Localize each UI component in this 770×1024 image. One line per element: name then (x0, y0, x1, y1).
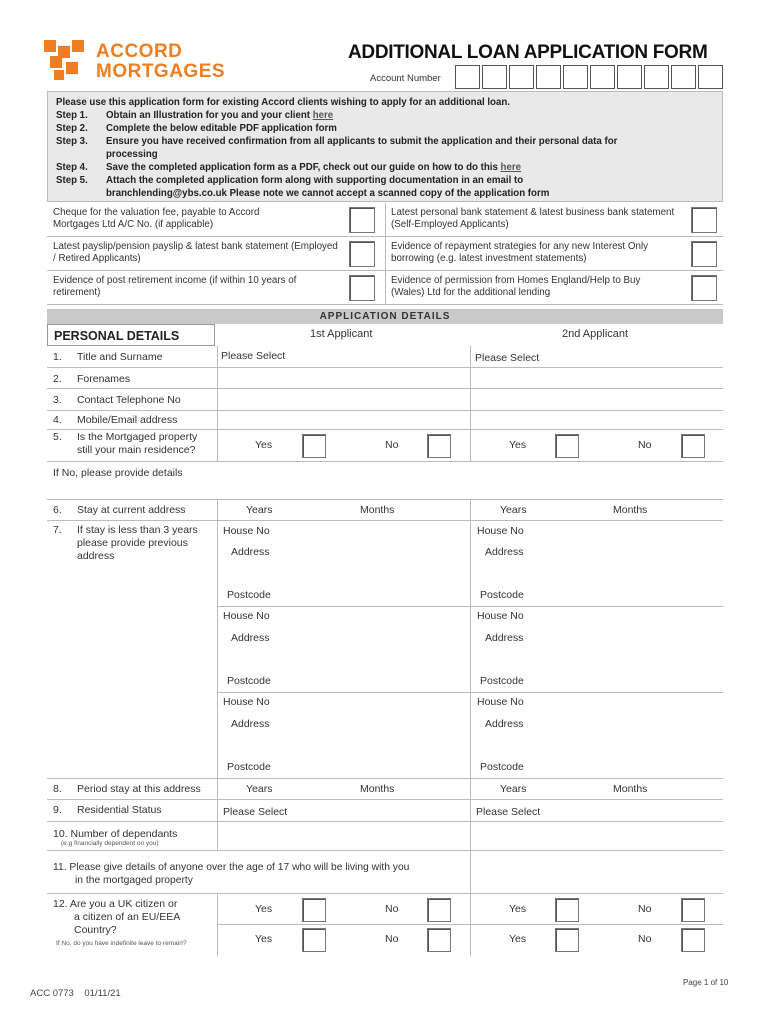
logo-text (96, 42, 225, 82)
account-digit-field[interactable] (617, 65, 642, 89)
step-3-cont: processing (106, 149, 158, 160)
leave-remain-no-checkbox-2[interactable] (681, 928, 705, 952)
house-no-field[interactable]: House No (223, 525, 270, 537)
logo-square-icon (66, 62, 78, 74)
account-digit-field[interactable] (536, 65, 561, 89)
checklist-row (47, 203, 723, 237)
postcode-field[interactable]: Postcode (480, 761, 524, 773)
title-select-1[interactable]: Please Select (221, 350, 286, 362)
section-header: APPLICATION DETAILS (47, 309, 723, 324)
house-no-field[interactable]: House No (477, 610, 524, 622)
residence-yes-checkbox-2[interactable] (555, 434, 579, 458)
account-digit-field[interactable] (671, 65, 696, 89)
period-stay-row: 8. Period stay at this address Years Months Years Months (47, 779, 723, 800)
checklist-item: Evidence of post retirement income (if within 10 years of retirement) (53, 275, 297, 298)
years-field-2[interactable]: Years (500, 504, 527, 516)
checklist-item: Evidence of repayment strategies for any new Interest Only borrowing (e.g. latest investment statements) (391, 241, 649, 264)
address-field[interactable]: Address (231, 718, 270, 730)
postcode-field[interactable]: Postcode (227, 589, 271, 601)
account-digit-field[interactable] (509, 65, 534, 89)
page-number: Page 1 of 10 (683, 978, 729, 987)
guide-link[interactable]: here (500, 162, 522, 173)
checklist-item: Latest personal bank statement & latest business bank statement (Self-Employed Applicants) (391, 207, 675, 230)
divider (385, 237, 386, 270)
leave-remain-yes-checkbox-1[interactable] (302, 928, 326, 952)
account-digit-field[interactable] (455, 65, 480, 89)
checklist-checkbox[interactable] (691, 207, 717, 233)
checklist-checkbox[interactable] (349, 241, 375, 267)
postcode-field[interactable]: Postcode (227, 675, 271, 687)
account-number-boxes (455, 65, 725, 89)
address-field[interactable]: Address (485, 718, 524, 730)
residence-details-row: If No, please provide details (47, 462, 723, 500)
mobile-email-row: 4. Mobile/Email address (47, 411, 723, 430)
uk-citizen-yes-checkbox-2[interactable] (555, 898, 579, 922)
addresses-applicant1 (218, 521, 470, 779)
instructions-intro: Please use this application form for existing Accord clients wishing to apply for an additional loan. (56, 97, 510, 108)
step-5: Step 5. Attach the completed application form along with supporting documentation in an email to (56, 175, 524, 186)
addresses-applicant2 (471, 521, 723, 779)
form-code: ACC 0773 01/11/21 (30, 988, 121, 999)
years-field-2[interactable]: Years (500, 783, 527, 795)
logo-line1: ACCORD (96, 41, 183, 62)
personal-details-grid (47, 346, 723, 956)
step-3: Step 3. Ensure you have received confirmation from all applicants to submit the application and their personal data for (56, 136, 618, 147)
checklist-item: Latest payslip/pension payslip & latest bank statement (Employed / Retired Applicants) (53, 241, 338, 264)
illustration-link[interactable]: here (312, 110, 334, 121)
checklist-checkbox[interactable] (691, 241, 717, 267)
checklist-row (47, 237, 723, 271)
house-no-field[interactable]: House No (477, 696, 524, 708)
personal-details-title: PERSONAL DETAILS (47, 324, 215, 346)
residential-status-row: 9. Residential Status Please Select Please Select (47, 800, 723, 822)
residence-yes-checkbox-1[interactable] (302, 434, 326, 458)
account-digit-field[interactable] (590, 65, 615, 89)
checklist-checkbox[interactable] (691, 275, 717, 301)
divider (385, 271, 386, 304)
stay-current-row: 6. Stay at current address Years Months Years Months (47, 500, 723, 521)
checklist-item: Cheque for the valuation fee, payable to Accord Mortgages Ltd A/C No. (if applicable) (53, 207, 260, 230)
address-field[interactable]: Address (231, 546, 270, 558)
instructions-box (47, 91, 723, 202)
account-digit-field[interactable] (563, 65, 588, 89)
previous-address-row: 7. If stay is less than 3 years please provide previous address House No Address Postcode House No Address Postcode House No Address Postcode House No Address Postcode House No Address Postcode House No Address Postcode (47, 521, 723, 779)
logo-square-icon (54, 70, 64, 80)
citizenship-row: 12. Are you a UK citizen or a citizen of an EU/EEA Country? If No, do you have indefinite leave to remain? Yes No Yes No Yes No Yes No (47, 894, 723, 956)
form-title: ADDITIONAL LOAN APPLICATION FORM (348, 42, 708, 63)
step-1: Step 1. Obtain an Illustration for you and your client here (56, 110, 334, 121)
document-checklist (47, 203, 723, 305)
main-residence-row: 5. Is the Mortgaged property still your main residence? Yes No Yes No (47, 430, 723, 462)
step-2: Step 2. Complete the below editable PDF application form (56, 123, 337, 134)
checklist-checkbox[interactable] (349, 275, 375, 301)
logo-square-icon (72, 40, 84, 52)
title-surname-row: 1. Title and Surname Please Select Please Select (47, 346, 723, 368)
account-digit-field[interactable] (482, 65, 507, 89)
leave-remain-no-checkbox-1[interactable] (427, 928, 451, 952)
forenames-row: 2. Forenames (47, 368, 723, 389)
postcode-field[interactable]: Postcode (480, 675, 524, 687)
postcode-field[interactable]: Postcode (227, 761, 271, 773)
occupants-row: 11. Please give details of anyone over the age of 17 who will be living with you in the mortgaged property (47, 851, 723, 894)
years-field-1[interactable]: Years (246, 783, 273, 795)
logo-line2: MORTGAGES (96, 61, 226, 82)
applicant2-header: 2nd Applicant (562, 328, 629, 340)
residential-status-select-1[interactable]: Please Select (223, 806, 288, 818)
step-5-cont: branchlending@ybs.co.uk Please note we cannot accept a scanned copy of the application form (106, 188, 550, 199)
house-no-field[interactable]: House No (477, 525, 524, 537)
uk-citizen-no-checkbox-1[interactable] (427, 898, 451, 922)
checklist-checkbox[interactable] (349, 207, 375, 233)
accord-logo (44, 40, 244, 84)
postcode-field[interactable]: Postcode (480, 589, 524, 601)
months-field-2[interactable]: Months (613, 783, 648, 795)
account-digit-field[interactable] (698, 65, 723, 89)
uk-citizen-no-checkbox-2[interactable] (681, 898, 705, 922)
logo-square-icon (50, 56, 62, 68)
checklist-row (47, 271, 723, 305)
months-field-2[interactable]: Months (613, 504, 648, 516)
residential-status-select-2[interactable]: Please Select (476, 806, 541, 818)
uk-citizen-yes-checkbox-1[interactable] (302, 898, 326, 922)
account-number-label: Account Number (370, 73, 441, 84)
address-field[interactable]: Address (485, 546, 524, 558)
account-digit-field[interactable] (644, 65, 669, 89)
address-field[interactable]: Address (231, 632, 270, 644)
residence-no-checkbox-2[interactable] (681, 434, 705, 458)
step-4: Step 4. Save the completed application form as a PDF, check out our guide on how to do this here (56, 162, 522, 173)
telephone-row: 3. Contact Telephone No (47, 389, 723, 411)
house-no-field[interactable]: House No (223, 610, 270, 622)
house-no-field[interactable]: House No (223, 696, 270, 708)
title-select-2[interactable]: Please Select (475, 352, 540, 364)
months-field-1[interactable]: Months (360, 504, 395, 516)
months-field-1[interactable]: Months (360, 783, 395, 795)
address-field[interactable]: Address (485, 632, 524, 644)
dependants-row: 10. Number of dependants (e.g financially dependent on you) (47, 822, 723, 851)
checklist-item: Evidence of permission from Homes England/Help to Buy (Wales) Ltd for the additional lending (391, 275, 641, 298)
leave-remain-yes-checkbox-2[interactable] (555, 928, 579, 952)
divider (385, 203, 386, 236)
years-field-1[interactable]: Years (246, 504, 273, 516)
logo-square-icon (44, 40, 56, 52)
residence-no-checkbox-1[interactable] (427, 434, 451, 458)
applicant1-header: 1st Applicant (310, 328, 373, 340)
